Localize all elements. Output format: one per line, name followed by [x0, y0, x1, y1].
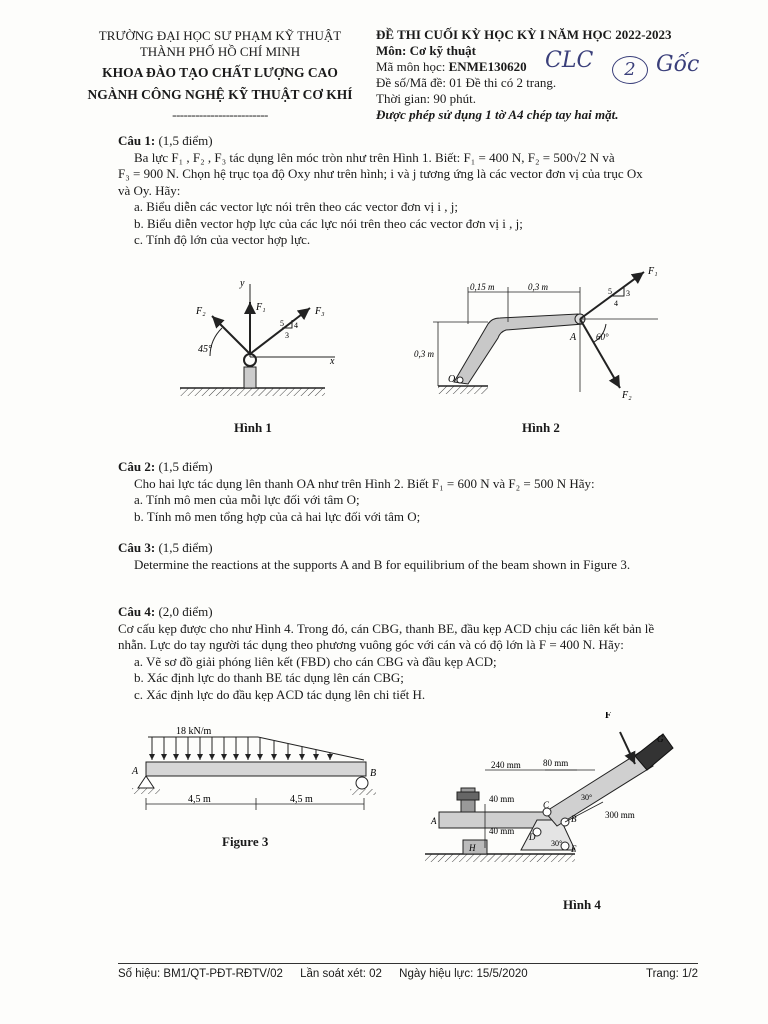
label-40a: 40 mm [489, 794, 515, 804]
question-2-a: a. Tính mô men của mỗi lực đối với tâm O; [134, 492, 360, 507]
force-f3-arrow [250, 308, 310, 354]
label-5: 5 [280, 319, 284, 328]
screw-nut [457, 792, 479, 800]
label-4: 4 [294, 321, 298, 330]
beam [146, 762, 366, 776]
figure-4-caption: Hình 4 [563, 897, 601, 912]
header-left [70, 28, 370, 123]
label-b: B [571, 814, 577, 824]
label-angle: 45° [198, 344, 212, 355]
support-a-hatch [132, 788, 160, 794]
figure-4-diagram [425, 712, 690, 867]
label-f1: F₁ [648, 266, 658, 277]
question-1-b: b. Biểu diễn vector hợp lực của các lực nói trên theo các vector đơn vị i , j; [134, 215, 523, 231]
ground-hatch [180, 388, 325, 396]
question-3 [118, 540, 708, 573]
label-d3: 0,3 m [414, 349, 434, 359]
question-4-title [118, 604, 708, 621]
bar-oa [454, 314, 583, 384]
question-1-points: (1,5 điểm) [155, 133, 213, 148]
roller-support-b [356, 777, 368, 789]
label-30b: 30° [551, 839, 563, 848]
label-f1: F₁ [256, 302, 266, 313]
exam-note: Được phép sử dụng 1 tờ A4 chép tay hai mặt. [376, 107, 619, 122]
question-4-text-1: Cơ cấu kẹp được cho như Hình 4. Trong đó, cán CBG, thanh BE, đầu kẹp ACD chịu các liên kết bản lề [118, 620, 655, 636]
question-4-a: a. Vẽ sơ đồ giải phóng liên kết (FBD) cho cán CBG và đầu kẹp ACD; [134, 653, 497, 669]
university-name: TRƯỜNG ĐẠI HỌC SƯ PHẠM KỸ THUẬT [98, 28, 342, 43]
label-d: D [529, 832, 536, 842]
label-d2: 4,5 m [290, 794, 313, 805]
label-x: x [330, 356, 335, 367]
figure-2-caption: Hình 2 [522, 420, 560, 435]
question-2 [118, 459, 708, 525]
label-y: y [240, 278, 245, 289]
question-2-label: Câu 2: [118, 459, 156, 474]
label-4: 4 [614, 299, 618, 308]
page-footer [118, 963, 698, 980]
footer-revision: Lần soát xét: 02 [300, 968, 382, 980]
course-code-label: Mã môn học: [376, 59, 449, 74]
question-1-text-3: và Oy. Hãy: [118, 182, 181, 198]
label-d2: 0,3 m [528, 282, 548, 292]
label-f2: F₂ [196, 306, 206, 317]
label-a: A [132, 766, 139, 777]
subject-line: Môn: Cơ kỹ thuật [376, 43, 477, 58]
base-hatch [438, 386, 488, 394]
load-arrows [152, 737, 330, 760]
question-3-text: Determine the reactions at the supports A and B for equilibrium of the beam shown in Figure 3. [134, 556, 631, 572]
footer-page-number: Trang: 1/2 [646, 968, 698, 980]
force-f2-arrow [212, 316, 250, 354]
label-3: 3 [285, 331, 289, 340]
question-1-title [118, 133, 708, 150]
support-b-hatch [350, 789, 376, 795]
label-300: 300 mm [605, 810, 635, 820]
question-2-text: Cho hai lực tác dụng lên thanh OA như trên Hình 2. Biết F₁ = 600 N và F₂ = 500 N Hãy: [134, 475, 595, 491]
footer-doc-number: Số hiệu: BM1/QT-PĐT-RĐTV/02 [118, 968, 283, 980]
label-a: A [570, 332, 577, 343]
label-d1: 4,5 m [188, 794, 211, 805]
exam-time: Thời gian: 90 phút. [376, 91, 477, 106]
faculty-name: KHOA ĐÀO TẠO CHẤT LƯỢNG CAO [102, 65, 338, 80]
label-c: C [543, 800, 550, 810]
pivot-o [457, 377, 463, 383]
pin-support-a [138, 776, 154, 788]
label-240: 240 mm [491, 760, 521, 770]
question-4-text-2: nhẵn. Lực do tay người tác dụng theo phương vuông góc với cán và có độ lớn là F = 400 N. Hãy: [118, 637, 624, 652]
label-30a: 30° [581, 793, 593, 802]
handwritten-circle-2: 2 [612, 56, 648, 84]
force-f-arrow [620, 732, 635, 764]
exam-title: ĐỀ THI CUỐI KỲ HỌC KỲ I NĂM HỌC 2022-2023 [376, 27, 672, 42]
question-1-a: a. Biểu diễn các vector lực nói trên theo các vector đơn vị i , j; [134, 199, 458, 214]
label-o: O [448, 374, 456, 385]
label-b: B [370, 768, 377, 779]
figure-1-diagram [170, 272, 350, 402]
question-3-label: Câu 3: [118, 540, 156, 555]
question-3-points: (1,5 điểm) [155, 540, 213, 555]
figure-1-caption: Hình 1 [234, 420, 272, 435]
question-1-text-2: F₃ = 900 N. Chọn hệ trục tọa độ Oxy như trên hình; i và j tương ứng là các vector đơn vị của trục Ox [118, 166, 643, 181]
label-80: 80 mm [543, 758, 569, 768]
question-2-title [118, 459, 708, 476]
question-1-text-1: Ba lực F₁ , F₂ , F₃ tác dụng lên móc tròn như trên Hình 1. Biết: F₁ = 400 N, F₂ = 500√2 N và [134, 149, 615, 165]
question-4-label: Câu 4: [118, 604, 156, 619]
question-4-points: (2,0 điểm) [155, 604, 213, 619]
label-load: 18 kN/m [176, 726, 212, 737]
figure-3-diagram [128, 722, 384, 822]
handwritten-goc: Gốc [656, 52, 700, 77]
label-d1: 0,15 m [470, 282, 495, 292]
label-f2: F₂ [622, 390, 632, 401]
question-2-points: (1,5 điểm) [155, 459, 213, 474]
footer-effective-date: Ngày hiệu lực: 15/5/2020 [399, 968, 528, 980]
header-rule: ------------------------- [172, 107, 268, 122]
figure-2-diagram [408, 262, 673, 402]
force-f2-arrow [580, 319, 620, 388]
exam-number: Đề số/Mã đề: 01 Đề thi có 2 trang. [376, 75, 557, 90]
question-4-c: c. Xác định lực do đầu kẹp ACD tác dụng lên chi tiết H. [134, 686, 426, 702]
question-4 [118, 604, 708, 703]
label-angle: 60° [596, 332, 609, 342]
label-f3: F₃ [315, 306, 325, 317]
question-3-title [118, 540, 708, 557]
question-2-b: b. Tính mô men tổng hợp của cả hai lực đối với tâm O; [134, 508, 421, 524]
label-h: H [469, 843, 476, 853]
label-e: E [571, 844, 577, 854]
label-f: F [605, 712, 612, 721]
label-3: 3 [626, 289, 630, 298]
label-a: A [431, 816, 437, 826]
question-1-label: Câu 1: [118, 133, 156, 148]
question-1-c: c. Tính độ lớn của vector hợp lực. [134, 232, 311, 247]
label-40b: 40 mm [489, 826, 515, 836]
figure-3-caption: Figure 3 [222, 834, 269, 849]
city-name: THÀNH PHỐ HỒ CHÍ MINH [139, 44, 301, 59]
major-name: NGÀNH CÔNG NGHỆ KỸ THUẬT CƠ KHÍ [87, 87, 353, 102]
post [244, 367, 256, 388]
course-code: ENME130620 [448, 59, 527, 74]
question-1 [118, 133, 708, 249]
label-5: 5 [608, 287, 612, 296]
base-hatch [425, 854, 575, 862]
handwritten-clc: CLC [545, 48, 594, 73]
question-4-b: b. Xác định lực do thanh BE tác dụng lên cán CBG; [134, 670, 404, 685]
label-g: G [657, 734, 664, 744]
